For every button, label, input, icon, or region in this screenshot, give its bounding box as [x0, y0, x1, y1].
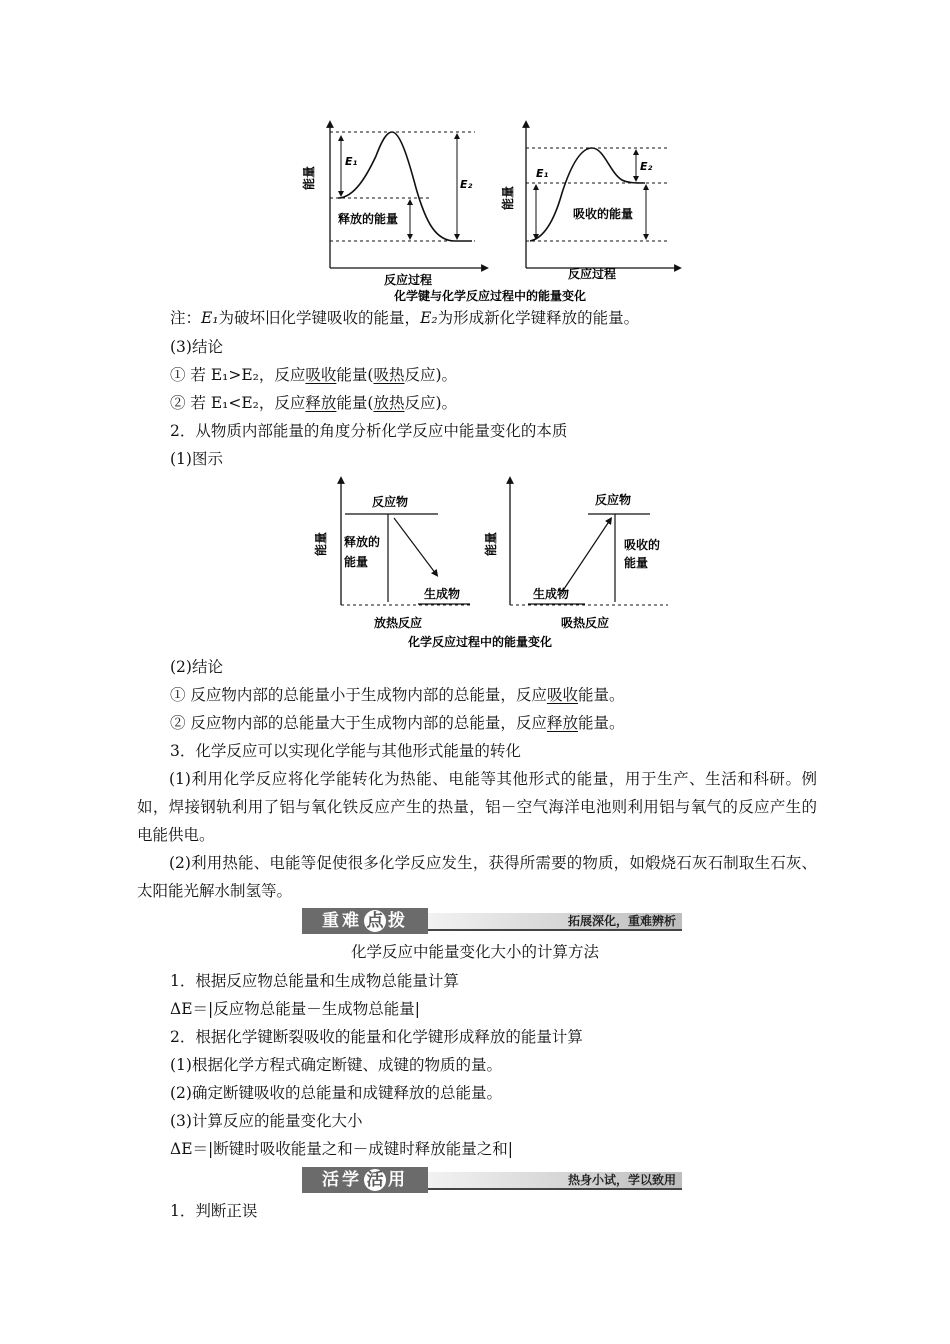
right-level-ylabel: 能量	[484, 531, 498, 557]
left-e2: E₂	[460, 178, 473, 191]
diagram-conclusion-1: ① 反应物内部的总能量小于生成物内部的总能量，反应吸收能量。	[170, 686, 625, 704]
right-ylabel: 能量	[501, 185, 515, 211]
left-reactant: 反应物	[372, 495, 409, 509]
right-product: 生成物	[533, 587, 570, 601]
method-2: 2．根据化学键断裂吸收的能量和化学键形成释放的能量计算	[170, 1028, 583, 1046]
left-release-2: 能量	[344, 555, 369, 569]
practice-banner: 活学 活 用 热身小试，学以致用	[302, 1167, 682, 1193]
right-reactant: 反应物	[595, 493, 632, 507]
paragraph-2: (2)利用热能、电能等促使很多化学反应发生，获得所需要的物质，如煅烧石灰石制取生石灰、太阳能光解水制氢等。	[137, 854, 817, 900]
figure2-caption: 化学反应过程中的能量变化	[407, 635, 553, 649]
diagram-conclusion-2: ② 反应物内部的总能量大于生成物内部的总能量，反应释放能量。	[170, 714, 625, 732]
figure1-caption: 化学键与化学反应过程中的能量变化	[393, 289, 587, 303]
question-1-heading: 1．判断正误	[170, 1202, 258, 1220]
right-type: 吸热反应	[560, 616, 610, 630]
key-points-banner: 重难 点 拨 拓展深化，重难辨析	[302, 908, 682, 934]
left-type: 放热反应	[373, 616, 423, 630]
banner1-subtitle: 拓展深化，重难辨析	[567, 914, 676, 928]
conclusion-item-2: ② 若 E₁<E₂，反应释放能量(放热反应)。	[170, 394, 458, 412]
method-2-step-2: (2)确定断键吸收的总能量和成键释放的总能量。	[170, 1084, 502, 1102]
right-absorb-label: 吸收的能量	[573, 207, 634, 221]
conclusion-item-1: ① 若 E₁>E₂，反应吸收能量(吸热反应)。	[170, 366, 458, 384]
right-xlabel: 反应过程	[567, 267, 617, 281]
conclusion2-heading: (2)结论	[170, 658, 223, 676]
method-2-formula: ΔE＝|断键时吸收能量之和－成键时释放能量之和|	[170, 1140, 513, 1158]
method-1-formula: ΔE＝|反应物总能量－生成物总能量|	[170, 1000, 420, 1018]
right-absorb-1: 吸收的	[624, 538, 661, 552]
method-1: 1．根据反应物总能量和生成物总能量计算	[170, 972, 459, 990]
endothermic-level-panel	[483, 480, 668, 630]
paragraph-1: (1)利用化学反应将化学能转化为热能、电能等其他形式的能量，用于生产、生活和科研。例如，焊接钢轨利用了铝与氧化铁反应产生的热量，铝－空气海洋电池则利用铝与氧气的反应产生的电能供电。	[137, 770, 817, 844]
note-line: 注：E₁为破坏旧化学键吸收的能量，E₂为形成新化学键释放的能量。	[170, 309, 640, 327]
conclusion3-heading: (3)结论	[170, 338, 223, 356]
banner2-subtitle: 热身小试，学以致用	[567, 1173, 676, 1187]
exothermic-level-panel	[313, 480, 470, 630]
method-2-step-1: (1)根据化学方程式确定断键、成键的物质的量。	[170, 1056, 502, 1074]
energy-level-figure	[310, 474, 680, 652]
left-release-1: 释放的	[344, 535, 381, 549]
section-2-heading: 2．从物质内部能量的角度分析化学反应中能量变化的本质	[170, 422, 568, 440]
calc-title: 化学反应中能量变化大小的计算方法	[350, 943, 599, 961]
endothermic-curve-panel	[500, 124, 678, 281]
dot-badge: 点	[364, 910, 386, 932]
bond-energy-figure	[300, 118, 690, 308]
method-2-step-3: (3)计算反应的能量变化大小	[170, 1112, 363, 1130]
dot-badge: 活	[364, 1169, 386, 1191]
right-e2: E₂	[640, 160, 653, 173]
exothermic-curve-panel	[301, 124, 485, 287]
diagram-label: (1)图示	[170, 450, 223, 468]
left-release-label: 释放的能量	[338, 212, 399, 226]
right-e1: E₁	[536, 167, 549, 180]
left-e1: E₁	[345, 155, 358, 168]
left-xlabel: 反应过程	[383, 273, 433, 287]
left-ylabel: 能量	[302, 165, 316, 191]
left-level-ylabel: 能量	[314, 531, 328, 557]
right-absorb-2: 能量	[624, 556, 649, 570]
left-product: 生成物	[424, 587, 461, 601]
section-3-heading: 3．化学反应可以实现化学能与其他形式能量的转化	[170, 742, 521, 760]
